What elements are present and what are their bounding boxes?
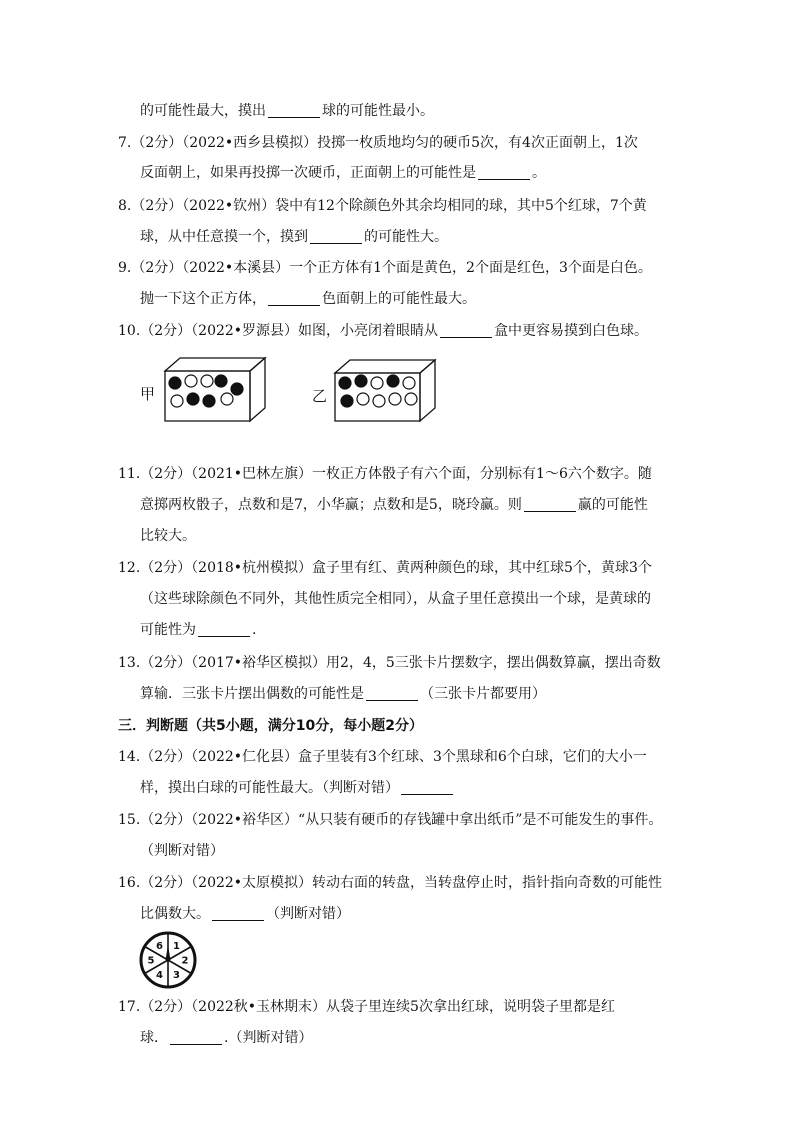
box-a: [165, 358, 265, 421]
q8-line-1: 8.（2分）（2022•钦州）袋中有12个除颜色外其余均相同的球，其中5个红球，7个黄: [118, 198, 647, 214]
white-ball: [221, 393, 233, 405]
spinner-number: 3: [173, 970, 180, 982]
black-ball: [341, 395, 353, 407]
q17-line-2: 球． .（判断对错）: [140, 1030, 313, 1046]
box-b: [335, 360, 435, 421]
black-ball: [231, 383, 243, 395]
box-b-balls: [339, 375, 417, 407]
box-a-balls: [169, 375, 243, 407]
spinner-figure: [138, 930, 198, 990]
white-ball: [405, 393, 417, 405]
answer-blank[interactable]: [170, 1030, 222, 1045]
answer-blank[interactable]: [310, 229, 362, 244]
white-ball: [357, 393, 369, 405]
answer-blank[interactable]: [366, 686, 418, 701]
q15-line-1: 15.（2分）（2022•裕华区）“从只装有硬币的存钱罐中拿出纸币”是不可能发生的事件。: [118, 812, 663, 828]
q14-line-2: 样，摸出白球的可能性最大。（判断对错）: [140, 778, 455, 798]
black-ball: [187, 393, 199, 405]
q11-line-3: 比较大。: [140, 528, 196, 544]
answer-blank[interactable]: [478, 165, 530, 180]
black-ball: [203, 395, 215, 407]
q9-line-1: 9.（2分）（2022•本溪县）一个正方体有1个面是黄色，2个面是红色，3个面是白色。: [118, 260, 652, 276]
q16-line-2: 比偶数大。 （判断对错）: [140, 906, 350, 922]
q12-line-2: （这些球除颜色不同外，其他性质完全相同），从盒子里任意摸出一个球，是黄球的: [140, 591, 651, 607]
box-a-label: 甲: [140, 385, 156, 403]
black-ball: [169, 377, 181, 389]
white-ball: [185, 375, 197, 387]
q9-line-2: 抛一下这个正方体， 色面朝上的可能性最大。: [140, 291, 476, 307]
black-ball: [387, 375, 399, 387]
spinner-number: 2: [181, 955, 189, 967]
answer-blank[interactable]: [524, 497, 576, 512]
white-ball: [171, 395, 183, 407]
white-ball: [373, 395, 385, 407]
black-ball: [339, 377, 351, 389]
q12-line-1: 12.（2分）（2018•杭州模拟）盒子里有红、黄两种颜色的球，其中红球5个，黄球3个: [118, 560, 652, 576]
q10-line-1: 10.（2分）（2022•罗源县）如图，小亮闭着眼睛从 盒中更容易摸到白色球。: [118, 323, 649, 339]
answer-blank[interactable]: [440, 323, 492, 338]
answer-blank[interactable]: [212, 906, 264, 921]
q6-line-end: 的可能性最大，摸出 球的可能性最小。: [140, 103, 434, 119]
white-ball: [371, 377, 383, 389]
answer-blank[interactable]: [268, 103, 320, 118]
q7-line-1: 7.（2分）（2022•西乡县模拟）投掷一枚质地均匀的硬币5次，有4次正面朝上，1次: [118, 135, 638, 151]
q13-line-1: 13.（2分）（2017•裕华区模拟）用2，4，5三张卡片摆数字，摆出偶数算赢，摆出奇数: [118, 655, 661, 671]
spinner-pointer: [166, 945, 171, 960]
q8-line-2: 球，从中任意摸一个，摸到 的可能性大。: [140, 229, 448, 245]
q11-line-2: 意掷两枚骰子，点数和是7，小华赢；点数和是5，晓玲赢。则 赢的可能性: [140, 497, 648, 513]
spinner-number: 6: [156, 940, 163, 952]
q12-line-3: 可能性为 .: [140, 622, 257, 638]
answer-blank[interactable]: [198, 622, 250, 637]
black-ball: [355, 375, 367, 387]
q16-line-1: 16.（2分）（2022•太原模拟）转动右面的转盘，当转盘停止时，指针指向奇数的可能性: [118, 875, 663, 891]
white-ball: [201, 375, 213, 387]
spinner-hub: [166, 958, 170, 962]
spinner-number: 4: [156, 970, 163, 982]
spinner-number: 5: [147, 955, 155, 967]
spinner-number: 1: [173, 940, 180, 952]
answer-blank[interactable]: [268, 291, 320, 306]
black-ball: [215, 375, 227, 387]
white-ball: [403, 377, 415, 389]
q15-line-2: （判断对错）: [140, 843, 224, 859]
q11-line-1: 11.（2分）（2021•巴林左旗）一枚正方体骰子有六个面，分别标有1～6六个数字。随: [118, 466, 652, 482]
q7-line-2: 反面朝上，如果再投掷一次硬币，正面朝上的可能性是 。: [140, 165, 546, 181]
section-heading-judgment: 三．判断题（共5小题，满分10分，每小题2分）: [118, 718, 423, 734]
ball-boxes-figure: [155, 355, 455, 425]
q13-line-2: 算输．三张卡片摆出偶数的可能性是 （三张卡片都要用）: [140, 686, 546, 702]
box-b-label: 乙: [312, 387, 328, 405]
answer-blank[interactable]: [401, 780, 453, 795]
q17-line-1: 17.（2分）（2022秋•玉林期末）从袋子里连续5次拿出红球，说明袋子里都是红: [118, 999, 615, 1015]
q14-line-1: 14.（2分）（2022•仁化县）盒子里装有3个红球、3个黑球和6个白球，它们的大小一: [118, 749, 647, 765]
white-ball: [389, 393, 401, 405]
